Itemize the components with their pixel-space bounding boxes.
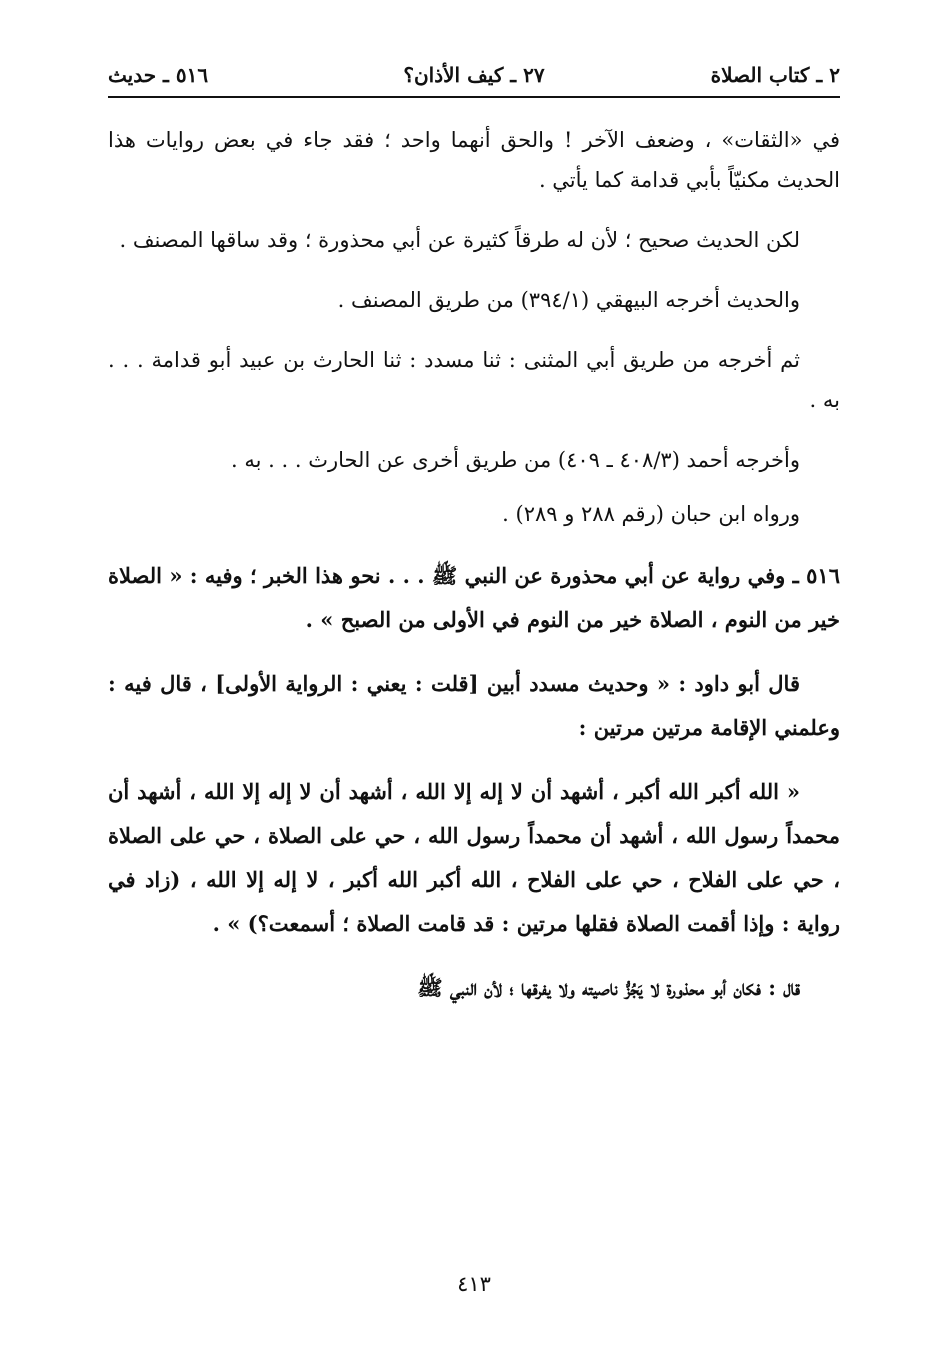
- running-header: [108, 58, 840, 98]
- paragraph-abu-dawud: قال أبو داود : « وحديث مسدد أبين [قلت : يعني : الرواية الأولى] ، قال فيه : وعلمني الإقامة مرتين مرتين :: [108, 671, 840, 740]
- header-chapter-title: ٢٧ ـ كيف الأذان؟: [403, 63, 545, 87]
- paragraph-nasiya: قال : فكان أبو محذورة لا يَجُزُّ ناصيته ولا يفرقها ؛ لأن النبي ﷺ: [417, 975, 800, 1000]
- page-body: [108, 120, 840, 1010]
- paragraph-abi-almuthanna: ثم أخرجه من طريق أبي المثنى : ثنا مسدد : ثنا الحارث بن عبيد أبو قدامة . . . به .: [108, 348, 840, 412]
- paragraph-ahmad: وأخرجه أحمد (٤٠٨/٣ ـ ٤٠٩) من طريق أخرى عن الحارث . . . به .: [231, 448, 800, 472]
- header-book-title: ٢ ـ كتاب الصلاة: [710, 63, 840, 87]
- paragraph-ibn-hibban: ورواه ابن حبان (رقم ٢٨٨ و ٢٨٩) .: [502, 502, 800, 526]
- paragraph-sahih: لكن الحديث صحيح ؛ لأن له طرقاً كثيرة عن أبي محذورة ؛ وقد ساقها المصنف .: [119, 228, 800, 252]
- header-hadith-number: ٥١٦ ـ حديث: [108, 63, 209, 87]
- page-number: ٤١٣: [457, 1272, 491, 1296]
- hadith-516-text: ٥١٦ ـ وفي رواية عن أبي محذورة عن النبي ﷺ . . . نحو هذا الخبر ؛ وفيه : « الصلاة خير من النوم ، الصلاة خير من النوم في الأولى من الصبح » .: [108, 563, 840, 632]
- paragraph-bayhaqi: والحديث أخرجه البيهقي (٣٩٤/١) من طريق المصنف .: [337, 288, 800, 312]
- paragraph-iqama-text: « الله أكبر الله أكبر ، أشهد أن لا إله إلا الله ، أشهد أن لا إله إلا الله ، أشهد أن محمداً رسول الله ، أشهد أن محمداً رسول الله ، حي على الصلاة ، حي على الصلاة ، حي على الفلاح ، حي على الفلاح ، الله أكبر الله أكبر ، لا إله إلا الله ، (زاد في رواية : وإذا أقمت الصلاة فقلها مرتين : قد قامت الصلاة ؛ أسمعت؟) » .: [108, 779, 840, 936]
- paragraph-thiqat: في «الثقات» ، وضعف الآخر ! والحق أنهما واحد ؛ فقد جاء في بعض روايات هذا الحديث مكنيّاً بأبي قدامة كما يأتي .: [108, 128, 840, 192]
- book-page: [108, 58, 840, 1348]
